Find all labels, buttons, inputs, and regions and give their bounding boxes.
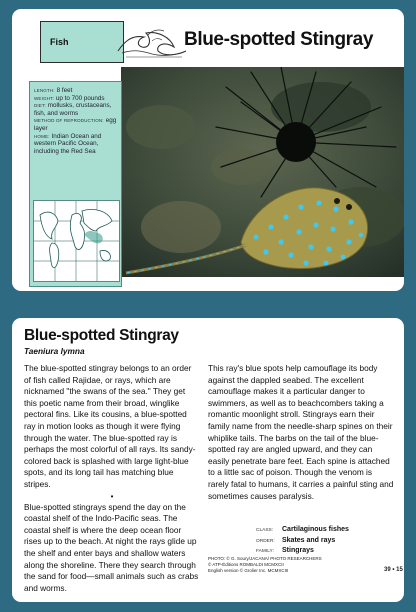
- paragraph-divider: •: [110, 491, 114, 501]
- paragraph-1: The blue-spotted stingray belongs to an order of fish called Rajidae, or rays, which are nicknamed "the swans of the sea." They get this poetic name from their broad, winglike pectoral fins. Like its cousins, a blue-spotted ray in motion looks as though it were flying through the water. The blue-spotted ray is perhaps the most colorful of all rays. Its sandy-colored back is splashed with large light-blue spots, and its long tail has matching blue stripes.: [24, 363, 196, 489]
- copyright-line: © ATP-Éditions ROMBALDI MCMXCII: [208, 562, 284, 567]
- world-range-map-icon: [33, 200, 120, 282]
- paragraph-2: Blue-spotted stingrays spend the day on the coastal shelf of the Indo-Pacific seas. The coastal shelf is where the deep ocean floor rises up to the beach. At night the rays glide up the shelf and enter bays and shallow waters along the shoreline. There they search through the sand for food—small animals such as crabs and worms.: [24, 501, 199, 593]
- wave-logo-icon: [112, 21, 190, 61]
- family-row: FAMILY: Stingrays: [256, 547, 314, 555]
- latin-name: Taeniura lymna: [24, 346, 85, 356]
- fact-weight: WEIGHT: up to 700 pounds: [34, 94, 105, 102]
- classification: [256, 525, 349, 557]
- fact-home: HOME: Indian Ocean and western Pacific Ocean, including the Red Sea: [34, 132, 102, 155]
- front-title: Blue-spotted Stingray: [184, 29, 374, 50]
- text-column-right: [208, 363, 394, 502]
- text-column-left: [24, 363, 200, 594]
- fact-box: [29, 81, 122, 287]
- fact-diet: DIET: mollusks, crustaceans, fish, and worms: [34, 102, 112, 117]
- order-row: ORDER: Skates and rays: [256, 536, 336, 544]
- fact-reproduction: METHOD OF REPRODUCTION: egg layer: [34, 117, 117, 132]
- back-card: [12, 318, 404, 602]
- english-version-line: English version © Grolier Inc. MCMXCIII: [208, 568, 289, 573]
- photo-credit: PHOTO: © G. Soury/JACANA/ PHOTO RESEARCHERS: [208, 556, 322, 561]
- front-card: [12, 9, 404, 291]
- card-number: 39 • 15: [384, 567, 403, 573]
- category-label: Fish: [40, 21, 124, 63]
- back-title: Blue-spotted Stingray: [24, 327, 179, 344]
- paragraph-3: This ray's blue spots help camouflage its body against the dappled seabed. The excellent camouflage makes it a particular danger to swimmers, as well as to beachcombers taking a romantic moonlight stroll. Stingrays earn their family name from the needle-sharp spines on their whiplike tails. The barbs on the tail of the blue-spotted ray are angled upward, and they can easily penetrate bare feet. Each spine is attached to a little sac of poison. Though the venom is rarely fatal to humans, it carries a painful sting and sometimes causes paralysis.: [208, 363, 394, 501]
- credits: [208, 556, 348, 574]
- fact-length: LENGTH: 8 feet: [34, 87, 73, 94]
- class-row: CLASS: Cartilaginous fishes: [256, 526, 349, 533]
- stingray-photo: [121, 67, 404, 277]
